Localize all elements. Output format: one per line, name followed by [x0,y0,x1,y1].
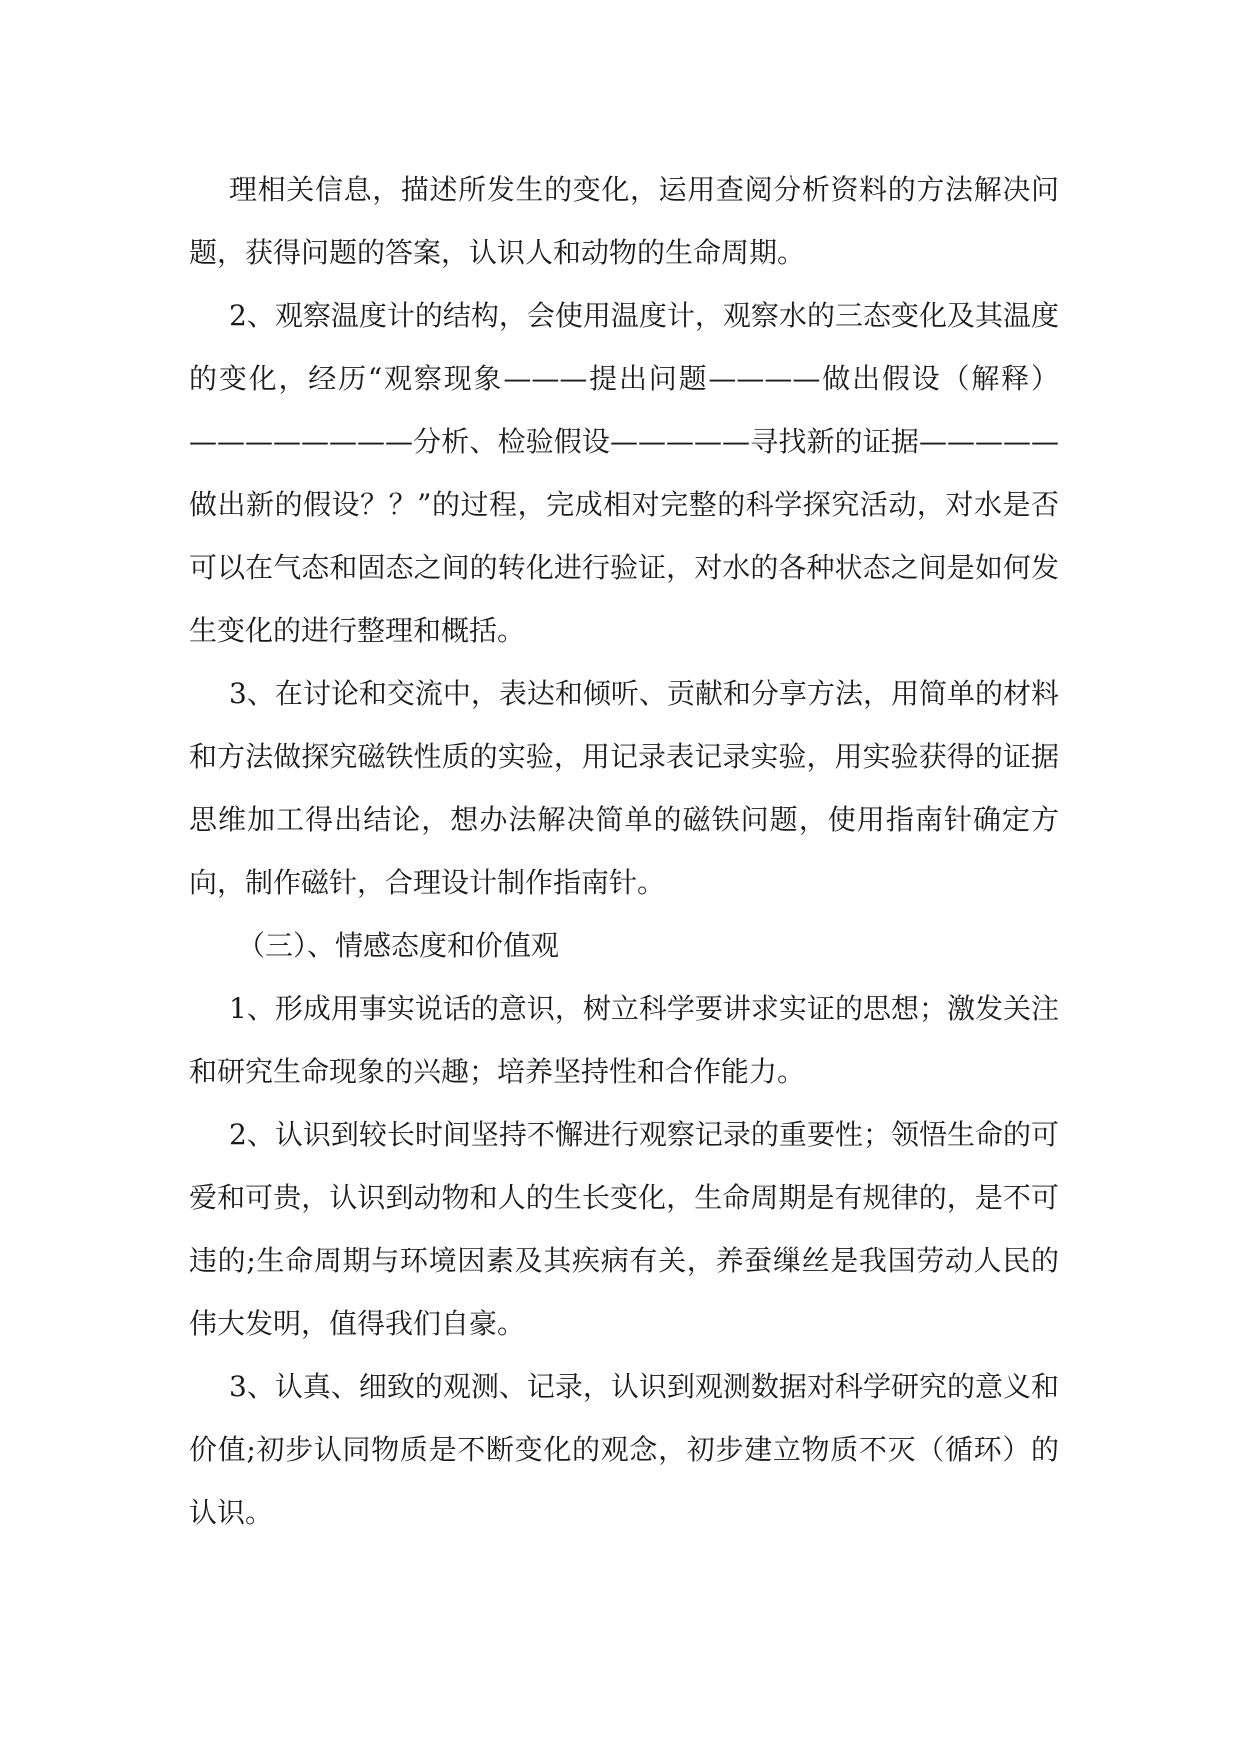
paragraph-attitude-2: 2、认识到较长时间坚持不懈进行观察记录的重要性；领悟生命的可爱和可贵，认识到动物和人的生长变化，生命周期是有规律的，是不可违的;生命周期与环境因素及其疾病有关，养蚕缫丝是我国劳动人民的伟大发明，值得我们自豪。 [189,1118,1059,1340]
section-heading-attitudes: （三）、情感态度和价值观 [237,929,560,962]
paragraph-continuation: 理相关信息，描述所发生的变化，运用查阅分析资料的方法解决问题，获得问题的答案，认识人和动物的生命周期。 [189,173,1059,269]
paragraph-item-2-thermometer: 2、观察温度计的结构，会使用温度计，观察水的三态变化及其温度的变化，经历“观察现象———提出问题————做出假设（解释）————————分析、检验假设—————寻找新的证据—————做出新的假设？？”的过程，完成相对完整的科学探究活动，对水是否可以在气态和固态之间的转化进行验证，对水的各种状态之间是如何发生变化的进行整理和概括。 [189,299,1059,647]
body-text [189,158,1059,1544]
paragraph-item-3-magnet: 3、在讨论和交流中，表达和倾听、贡献和分享方法，用简单的材料和方法做探究磁铁性质的实验，用记录表记录实验，用实验获得的证据思维加工得出结论，想办法解决简单的磁铁问题，使用指南针确定方向，制作磁针，合理设计制作指南针。 [189,677,1059,899]
paragraph-attitude-1: 1、形成用事实说话的意识，树立科学要讲求实证的思想；激发关注和研究生命现象的兴趣；培养坚持性和合作能力。 [189,992,1059,1088]
paragraph-attitude-3: 3、认真、细致的观测、记录，认识到观测数据对科学研究的意义和价值;初步认同物质是不断变化的观念，初步建立物质不灭（循环）的认识。 [189,1370,1059,1529]
